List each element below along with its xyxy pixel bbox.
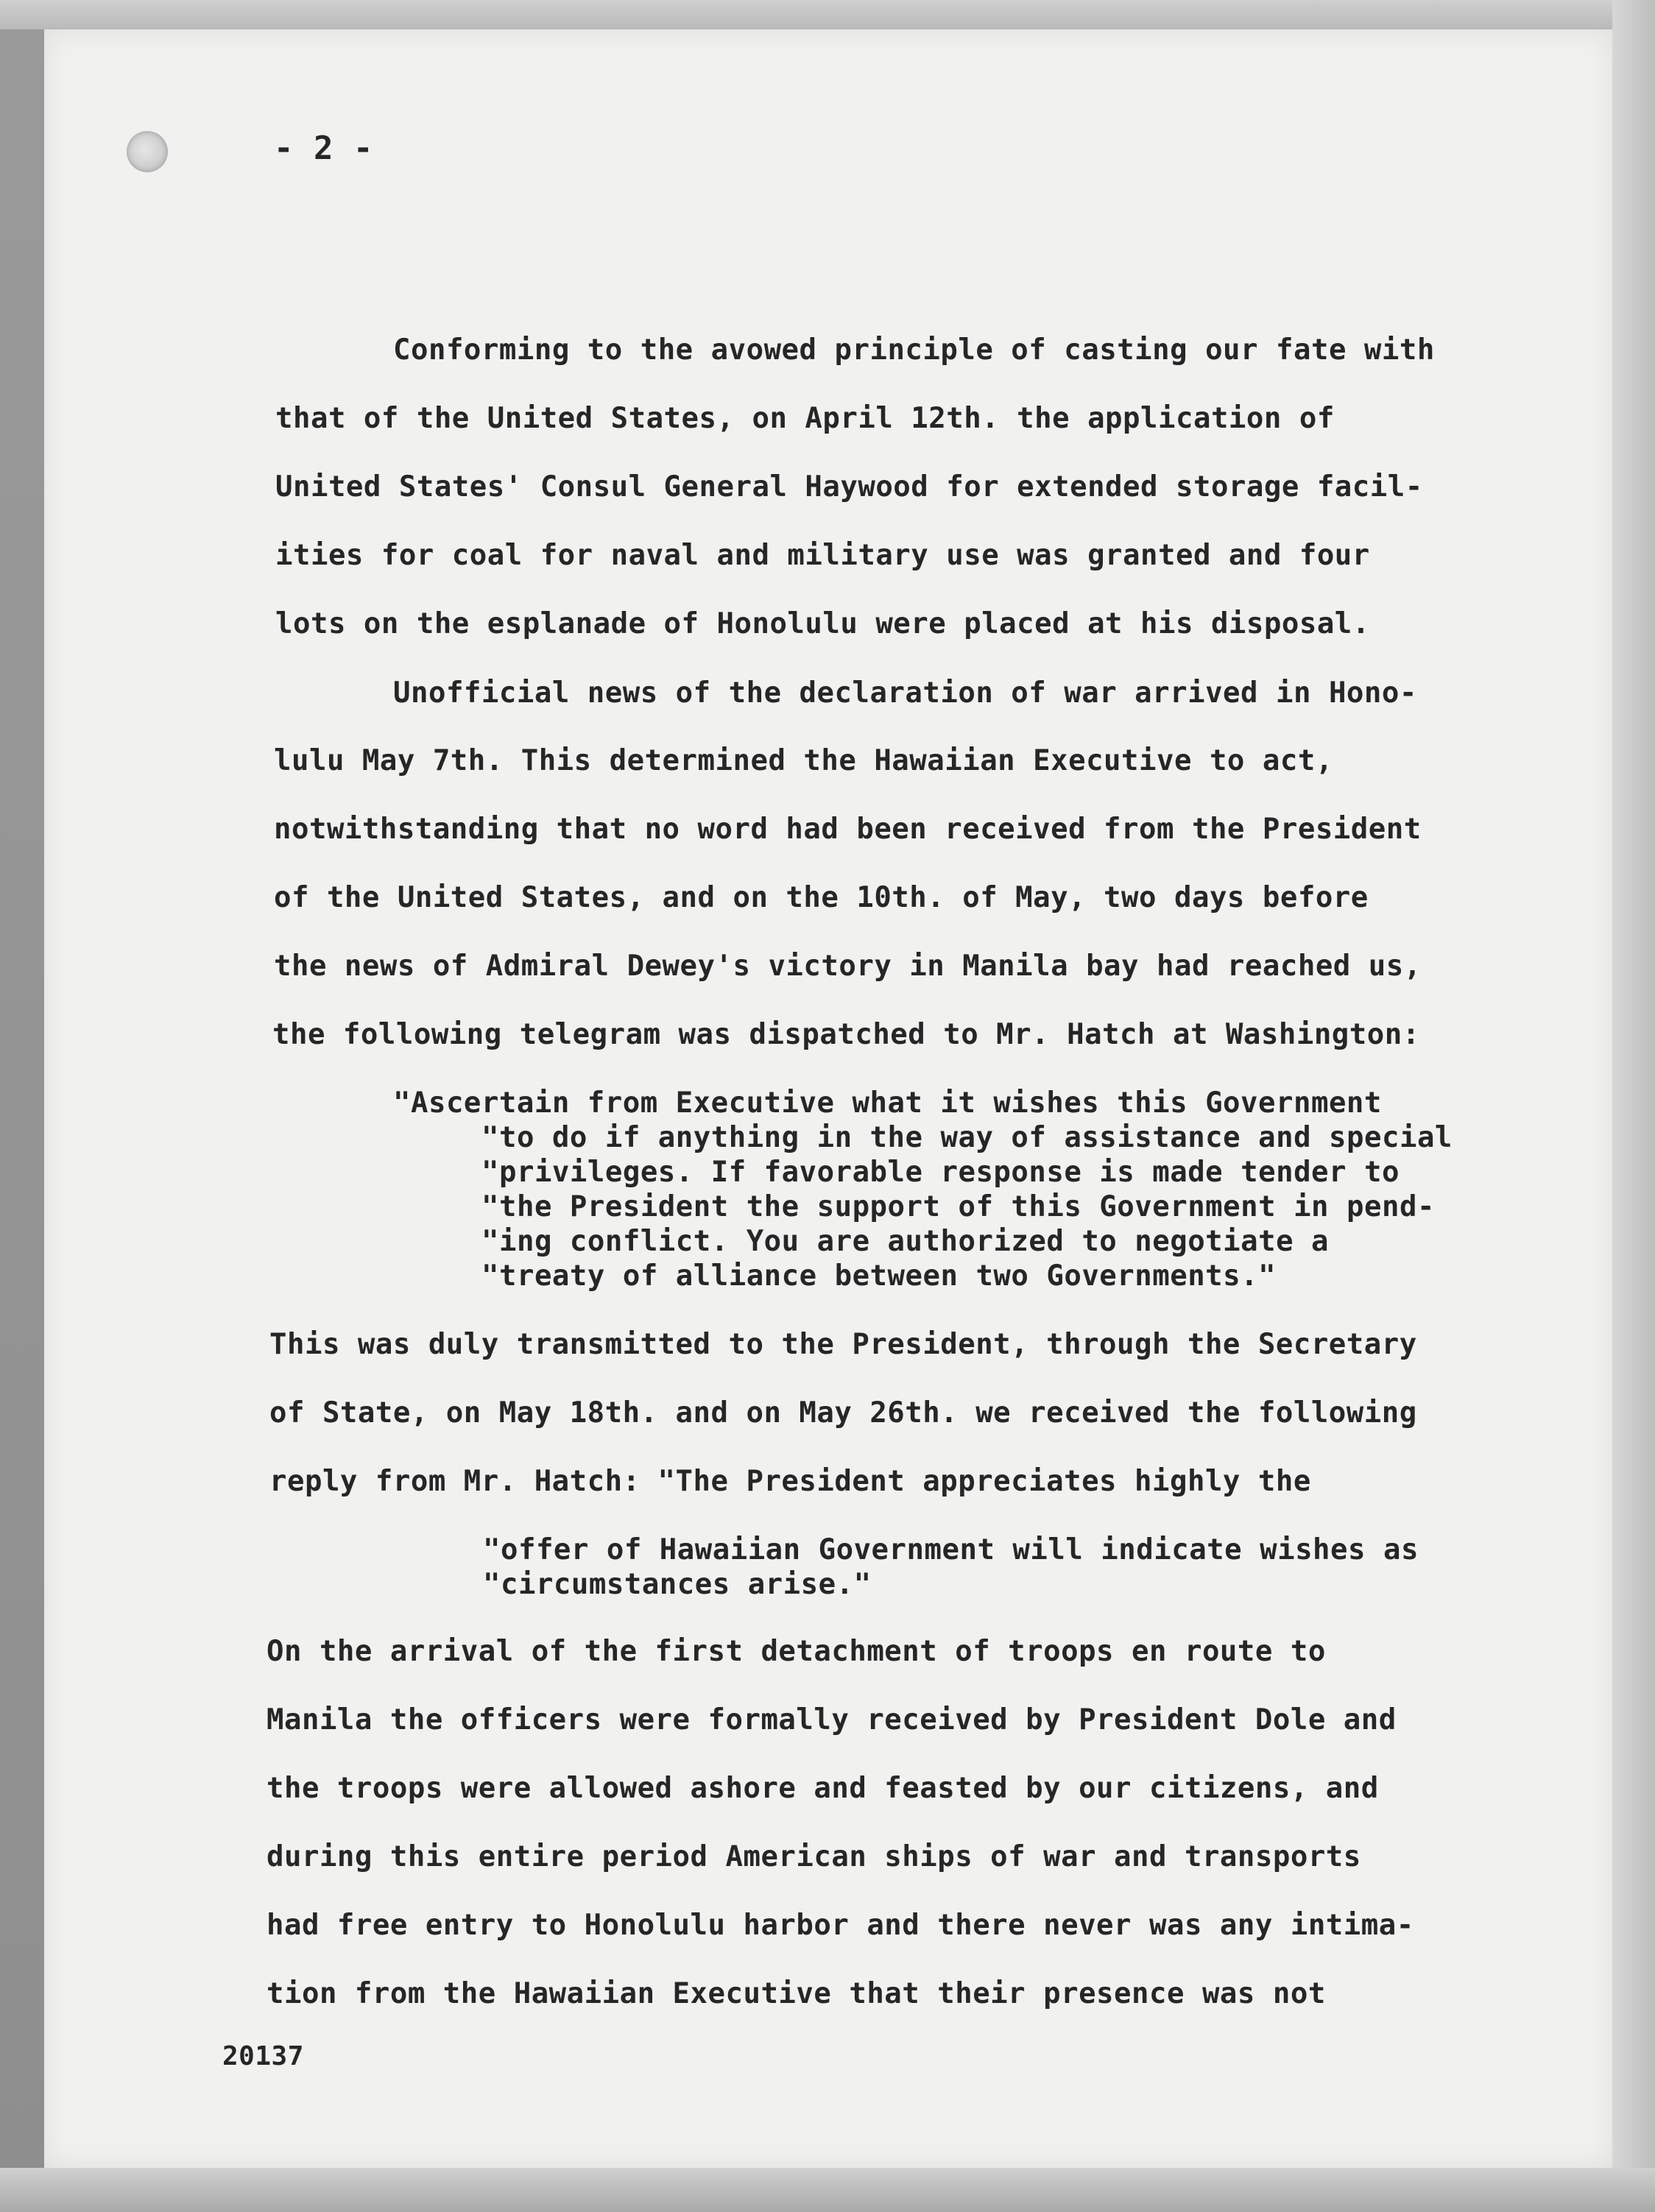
- paragraph-2-line-5: the news of Admiral Dewey's victory in Manila bay had reached us,: [274, 950, 1422, 983]
- paragraph-4-line-4: during this entire period American ships of war and transports: [267, 1840, 1361, 1873]
- reply-line-1: "offer of Hawaiian Government will indicate wishes as: [483, 1533, 1419, 1566]
- paragraph-3-line-3: reply from Mr. Hatch: "The President appreciates highly the: [269, 1465, 1311, 1498]
- telegram-line-2: "to do if anything in the way of assistance and special: [481, 1121, 1453, 1154]
- paragraph-2-line-2: lulu May 7th. This determined the Hawaiian Executive to act,: [274, 744, 1333, 777]
- paragraph-4-line-2: Manila the officers were formally received by President Dole and: [267, 1703, 1397, 1736]
- paragraph-2-line-4: of the United States, and on the 10th. of May, two days before: [274, 881, 1369, 914]
- paragraph-1-line-1: Conforming to the avowed principle of casting our fate with: [393, 333, 1435, 367]
- paragraph-4-line-1: On the arrival of the first detachment of troops en route to: [267, 1635, 1326, 1668]
- reply-line-2: "circumstances arise.": [483, 1568, 872, 1601]
- scan-edge-top: [0, 0, 1655, 29]
- telegram-line-6: "treaty of alliance between two Governments.": [481, 1259, 1277, 1293]
- paragraph-3-line-1: This was duly transmitted to the President, through the Secretary: [269, 1328, 1417, 1361]
- telegram-line-4: "the President the support of this Government in pend-: [481, 1190, 1435, 1223]
- paragraph-1-line-5: lots on the esplanade of Honolulu were placed at his disposal.: [275, 607, 1370, 640]
- paragraph-1-line-3: United States' Consul General Haywood for extended storage facil-: [275, 470, 1423, 503]
- paragraph-2-line-3: notwithstanding that no word had been received from the President: [274, 813, 1422, 846]
- paragraph-4-line-3: the troops were allowed ashore and feasted by our citizens, and: [267, 1772, 1379, 1805]
- paragraph-1-line-2: that of the United States, on April 12th. the application of: [275, 402, 1335, 435]
- paragraph-4-line-6: tion from the Hawaiian Executive that their presence was not: [267, 1977, 1326, 2010]
- paragraph-3-line-2: of State, on May 18th. and on May 26th. we received the following: [269, 1396, 1417, 1430]
- paragraph-2-line-6: the following telegram was dispatched to Mr. Hatch at Washington:: [272, 1018, 1420, 1051]
- scan-edge-right: [1612, 0, 1655, 2212]
- telegram-line-5: "ing conflict. You are authorized to negotiate a: [481, 1225, 1330, 1258]
- paragraph-1-line-4: ities for coal for naval and military use was granted and four: [275, 539, 1370, 572]
- paragraph-2-line-1: Unofficial news of the declaration of war arrived in Hono-: [393, 676, 1417, 710]
- page-number: - 2 -: [274, 130, 373, 167]
- telegram-line-1: "Ascertain from Executive what it wishes this Government: [393, 1086, 1382, 1120]
- telegram-line-3: "privileges. If favorable response is made tender to: [481, 1156, 1400, 1189]
- punch-hole: [127, 131, 168, 172]
- document-number: 20137: [222, 2041, 304, 2071]
- paragraph-4-line-5: had free entry to Honolulu harbor and there never was any intima-: [267, 1909, 1414, 1942]
- scan-edge-bottom: [0, 2168, 1655, 2212]
